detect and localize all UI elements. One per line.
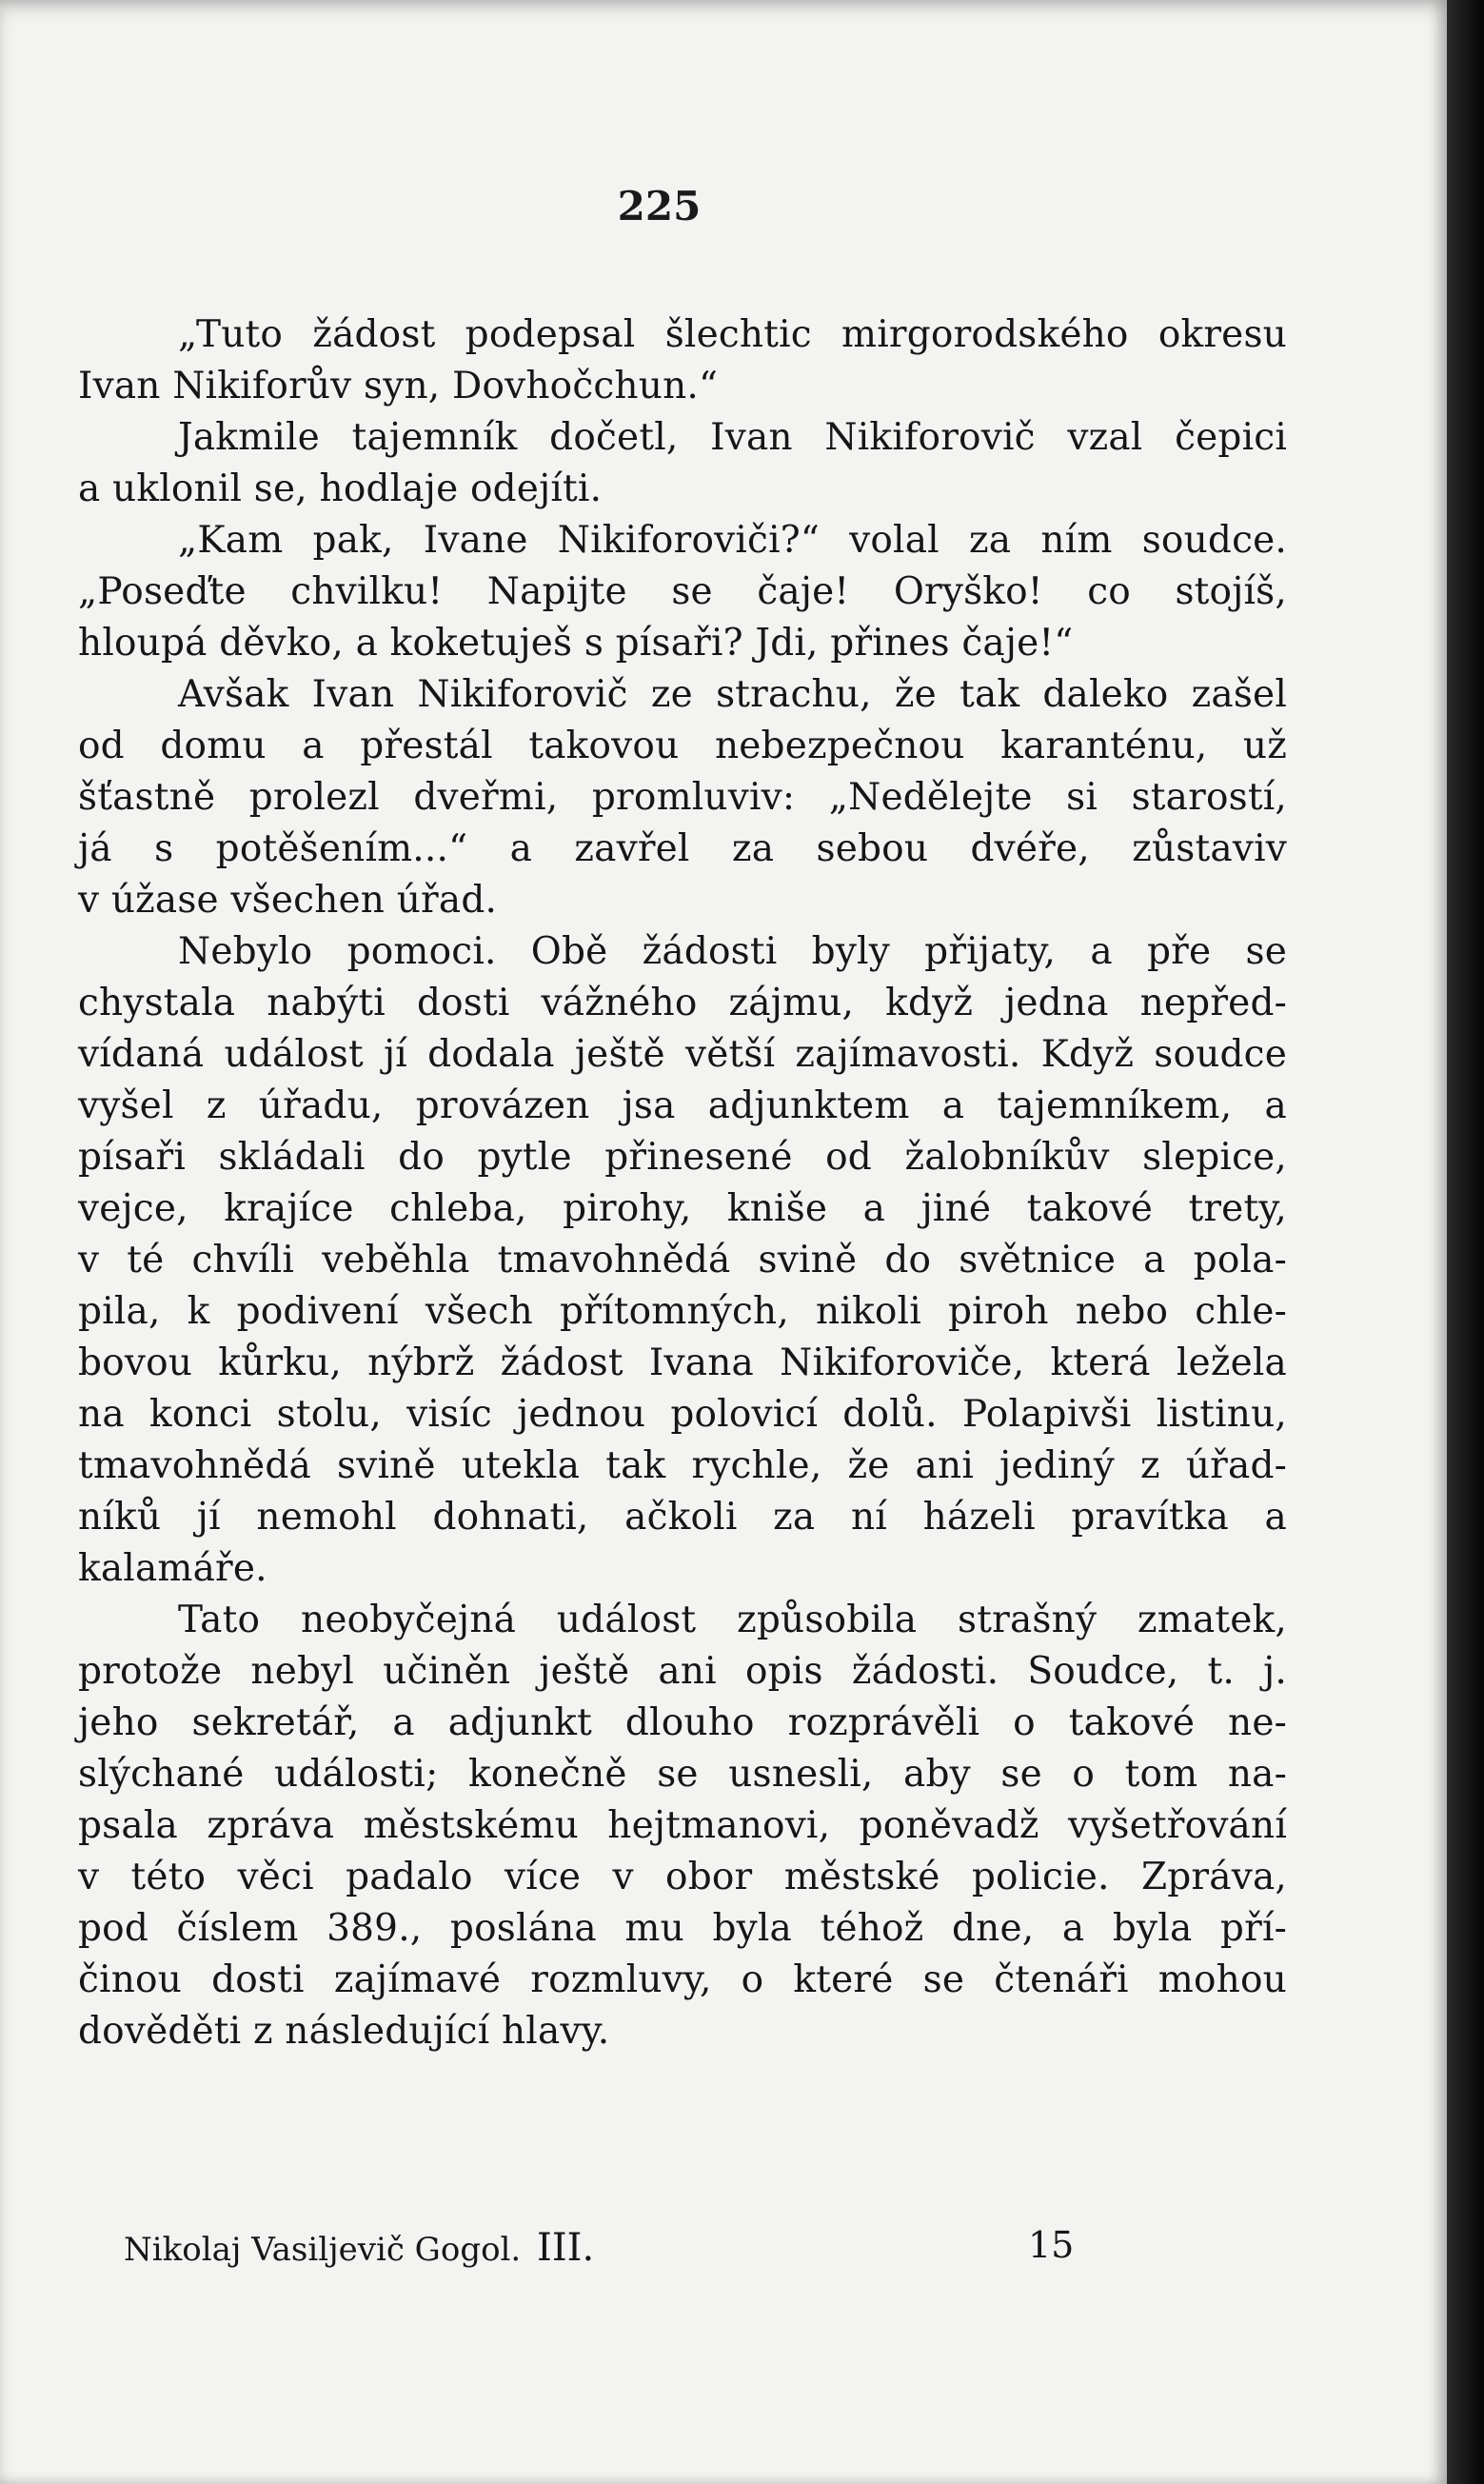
text-line: šťastně prolezl dveřmi, promluviv: „Nedělejte si starostí, [78,776,1287,819]
text-line: pila, k podivení všech přítomných, nikoli piroh nebo chle- [78,1290,1287,1333]
text-line: jeho sekretář, a adjunkt dlouho rozprávěli o takové ne- [78,1701,1287,1744]
text-line: Tato neobyčejná událost způsobila strašný zmatek, [178,1599,1287,1641]
text-line: v této věci padalo více v obor městské policie. Zpráva, [78,1856,1287,1898]
paragraph [78,926,1287,1595]
text-line: vyšel z úřadu, provázen jsa adjunktem a tajemníkem, a [78,1084,1287,1127]
text-line: níků jí nemohl dohnati, ačkoli za ní házeli pravítka a [78,1496,1287,1539]
text-line: „Tuto žádost podepsal šlechtic mirgorodského okresu [178,313,1287,356]
text-line: psala zpráva městskému hejtmanovi, poněvadž vyšetřování [78,1804,1287,1847]
text-line: na konci stolu, visíc jednou polovicí dolů. Polapivši listinu, [78,1393,1287,1436]
paragraph [78,515,1287,669]
text-line: Avšak Ivan Nikiforovič ze strachu, že tak daleko zašel [178,673,1287,716]
paragraph [78,309,1287,412]
text-line: tmavohnědá svině utekla tak rychle, že ani jediný z úřad- [78,1444,1287,1487]
footer-author: Nikolaj Vasiljevič Gogol. [124,2231,522,2269]
text-line: Jakmile tajemník dočetl, Ivan Nikiforovič vzal čepici [178,416,1287,459]
scan-edge [1447,0,1484,2484]
text-line: pod číslem 389., poslána mu byla téhož dne, a byla pří- [78,1907,1287,1950]
paragraph [78,669,1287,926]
text-line: od domu a přestál takovou nebezpečnou karanténu, už [78,725,1287,767]
footer-author-line [124,2226,1076,2270]
body-text [78,309,1287,2057]
text-line: Nebylo pomoci. Obě žádosti byly přijaty, a pře se [178,930,1287,973]
text-line: chystala nabýti dosti vážného zájmu, když jedna nepřed- [78,982,1287,1024]
paragraph [78,1595,1287,2057]
text-line: „Kam pak, Ivane Nikiforoviči?“ volal za ním soudce. [178,519,1287,562]
text-line: vídaná událost jí dodala ještě větší zajímavosti. Když soudce [78,1033,1287,1076]
text-line: činou dosti zajímavé rozmluvy, o které se čtenáři mohou [78,1958,1287,2001]
footer-volume: III. [537,2226,595,2270]
text-line: písaři skládali do pytle přinesené od žalobníkův slepice, [78,1136,1287,1179]
text-line: vejce, krajíce chleba, pirohy, kniše a jiné takové trety, [78,1187,1287,1230]
text-line: bovou kůrku, nýbrž žádost Ivana Nikiforoviče, která ležela [78,1341,1287,1384]
text-line: dověděti z následující hlavy. [78,2010,610,2053]
text-line: protože nebyl učiněn ještě ani opis žádosti. Soudce, t. j. [78,1650,1287,1693]
footer-signature: 15 [1028,2224,1075,2266]
text-line: Ivan Nikiforův syn, Dovhočchun.“ [78,365,719,407]
text-line: slýchané události; konečně se usnesli, aby se o tom na- [78,1753,1287,1796]
text-line: v úžase všechen úřad. [78,879,498,922]
text-line: a uklonil se, hodlaje odejíti. [78,467,603,510]
text-line: „Poseďte chvilku! Napijte se čaje! Oryško! co stojíš, [78,570,1287,613]
text-line: hloupá děvko, a koketuješ s písaři? Jdi, přines čaje!“ [78,622,1074,665]
page-number: 225 [617,183,702,229]
text-line: já s potěšením...“ a zavřel za sebou dvéře, zůstaviv [78,827,1287,870]
paragraph [78,412,1287,515]
text-line: v té chvíli veběhla tmavohnědá svině do světnice a pola- [78,1239,1287,1282]
text-line: kalamáře. [78,1547,267,1590]
